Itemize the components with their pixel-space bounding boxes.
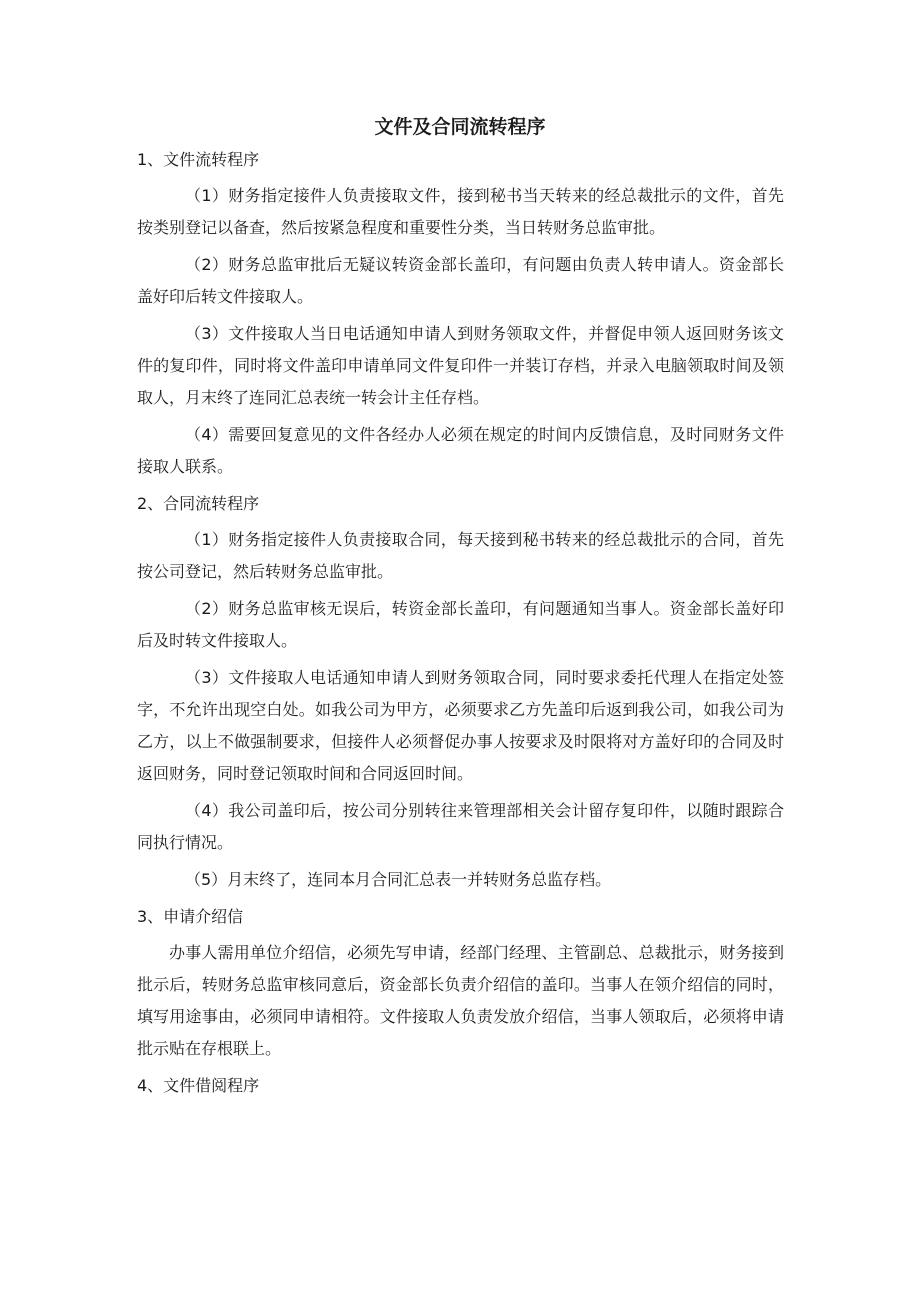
paragraph: （5）月末终了，连同本月合同汇总表一并转财务总监存档。 [185,870,612,889]
section-introduction-letter [137,901,784,1065]
section-heading: 1、文件流转程序 [137,150,260,169]
document-title: 文件及合同流转程序 [374,116,546,138]
paragraph: （1）财务指定接件人负责接取合同，每天接到秘书转来的经总裁批示的合同，首先按公司登记，然后转财务总监审批。 [137,530,784,581]
paragraph: （4）我公司盖印后，按公司分别转往来管理部相关会计留存复印件，以随时跟踪合同执行情况。 [137,801,784,852]
paragraph: （3）文件接取人当日电话通知申请人到财务领取文件，并督促申领人返回财务该文件的复印件，同时将文件盖印申请单同文件复印件一并装订存档，并录入电脑领取时间及领取人，月末终了连同汇总表统一转会计主任存档。 [137,324,784,407]
paragraph: （4）需要回复意见的文件各经办人必须在规定的时间内反馈信息，及时同财务文件接取人联系。 [137,425,784,476]
section-contract-circulation [137,488,784,896]
section-heading: 4、文件借阅程序 [137,1076,260,1095]
section-document-borrowing [137,1070,784,1102]
section-file-circulation [137,144,784,483]
paragraph: 办事人需用单位介绍信，必须先写申请，经部门经理、主管副总、总裁批示，财务接到批示后，转财务总监审核同意后，资金部长负责介绍信的盖印。当事人在领介绍信的同时，填写用途事由，必须同申请相符。文件接取人负责发放介绍信，当事人领取后，必须将申请批示贴在存根联上。 [137,943,784,1058]
document-body [137,144,784,1106]
paragraph: （2）财务总监审批后无疑议转资金部长盖印，有问题由负责人转申请人。资金部长盖好印后转文件接取人。 [137,255,784,306]
section-heading: 3、申请介绍信 [137,907,244,926]
paragraph: （3）文件接取人电话通知申请人到财务领取合同，同时要求委托代理人在指定处签字，不允许出现空白处。如我公司为甲方，必须要求乙方先盖印后返到我公司，如我公司为乙方，以上不做强制要求，但接件人必须督促办事人按要求及时限将对方盖好印的合同及时返回财务，同时登记领取时间和合同返回时间。 [137,668,784,783]
paragraph: （2）财务总监审核无误后，转资金部长盖印，有问题通知当事人。资金部长盖好印后及时转文件接取人。 [137,599,784,650]
paragraph: （1）财务指定接件人负责接取文件，接到秘书当天转来的经总裁批示的文件，首先按类别登记以备查，然后按紧急程度和重要性分类，当日转财务总监审批。 [137,186,784,237]
section-heading: 2、合同流转程序 [137,494,260,513]
